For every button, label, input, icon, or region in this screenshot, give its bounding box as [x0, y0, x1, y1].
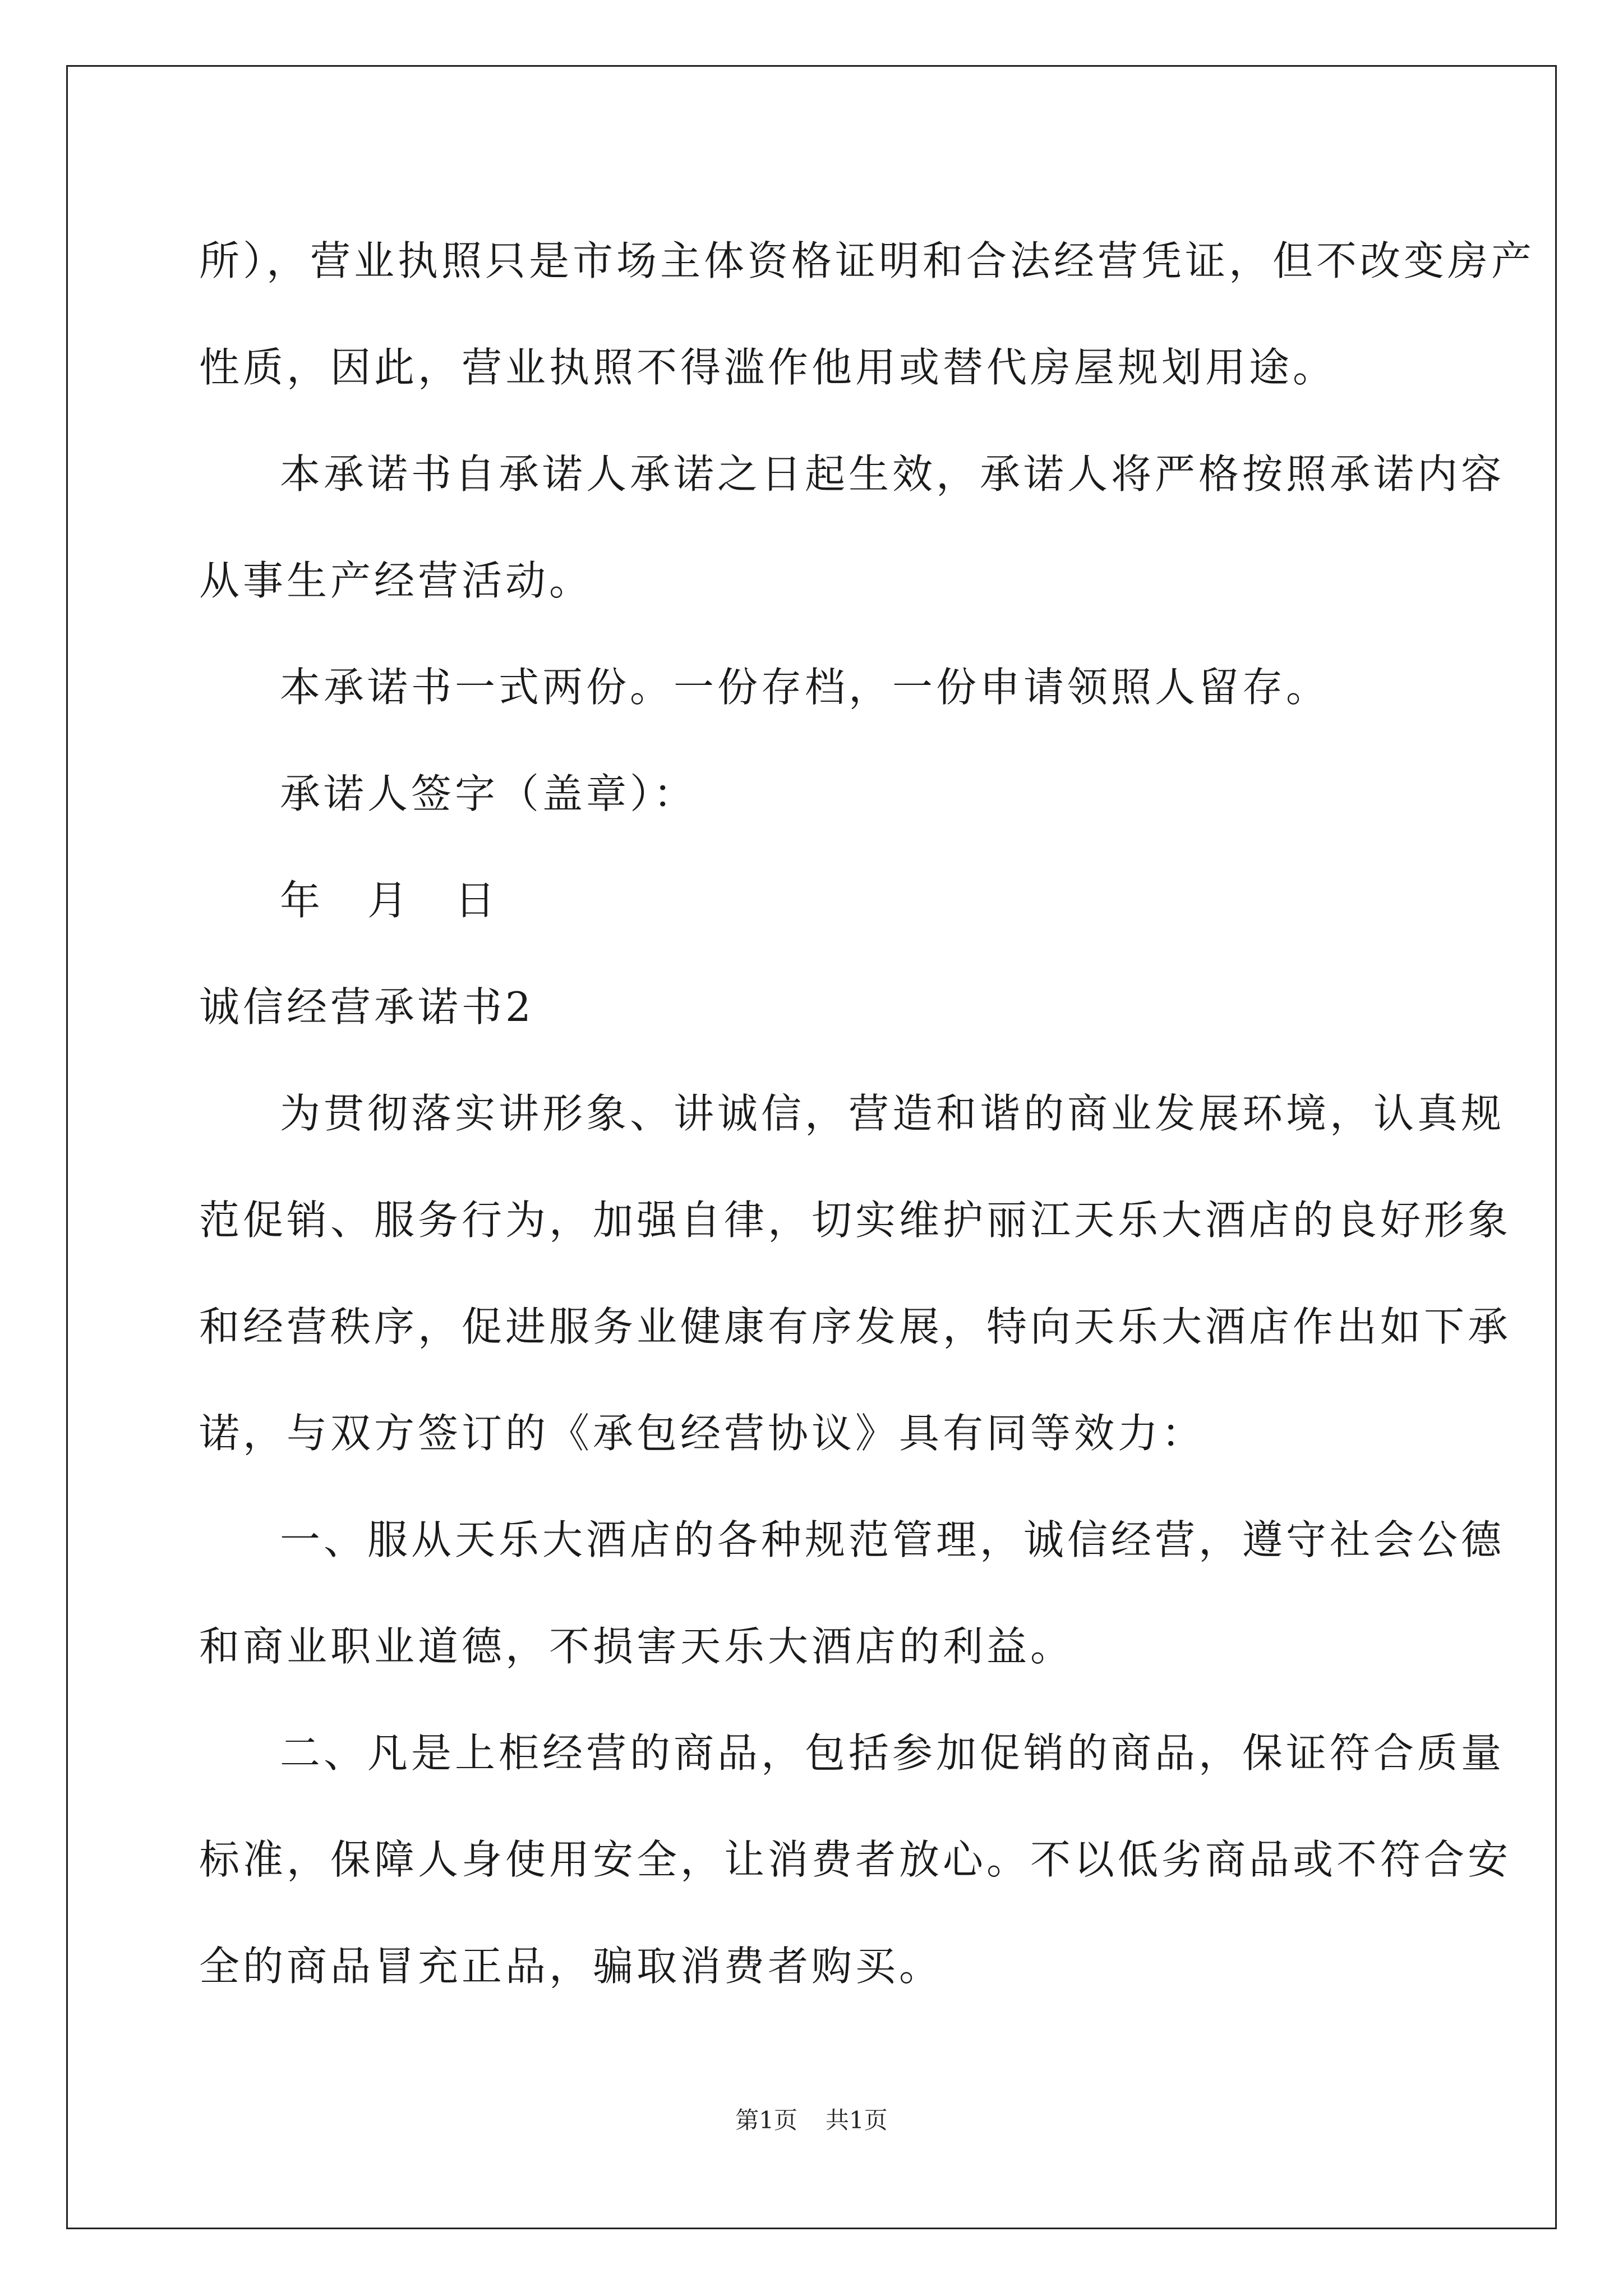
paragraph-start: 二、凡是上柜经营的商品，包括参加促销的商品，保证符合质量	[280, 1729, 1505, 1777]
paragraph-start: 本承诺书一式两份。一份存档，一份申请领照人留存。	[280, 664, 1330, 711]
document-body	[199, 208, 1536, 2019]
text-line: 和经营秩序，促进服务业健康有序发展，特向天乐大酒店作出如下承	[199, 1303, 1512, 1350]
text-line: 所），营业执照只是市场主体资格证明和合法经营凭证，但不改变房产	[199, 237, 1536, 284]
paragraph-start: 一、服从天乐大酒店的各种规范管理，诚信经营，遵守社会公德	[280, 1516, 1505, 1563]
text-line: 诺，与双方签订的《承包经营协议》具有同等效力：	[199, 1410, 1206, 1457]
page-number: 第1页	[735, 2106, 797, 2134]
paragraph-start: 本承诺书自承诺人承诺之日起生效，承诺人将严格按照承诺内容	[280, 450, 1505, 498]
text-line: 范促销、服务行为，加强自律，切实维护丽江天乐大酒店的良好形象	[199, 1197, 1512, 1244]
text-line: 标准，保障人身使用安全，让消费者放心。不以低劣商品或不符合安	[199, 1836, 1512, 1883]
paragraph-start: 为贯彻落实讲形象、讲诚信，营造和谐的商业发展环境，认真规	[280, 1090, 1505, 1137]
text-line: 和商业职业道德，不损害天乐大酒店的利益。	[199, 1623, 1075, 1670]
signature-line: 承诺人签字（盖章）：	[280, 770, 698, 817]
page-total: 共1页	[826, 2106, 888, 2134]
page-footer	[0, 2104, 1623, 2137]
text-line: 性质，因此，营业执照不得滥作他用或替代房屋规划用途。	[199, 344, 1337, 391]
text-line: 从事生产经营活动。	[199, 557, 593, 604]
text-line: 全的商品冒充正品，骗取消费者购买。	[199, 1943, 943, 1990]
date-line: 年 月 日	[280, 877, 499, 924]
section-title: 诚信经营承诺书2	[199, 983, 534, 1030]
